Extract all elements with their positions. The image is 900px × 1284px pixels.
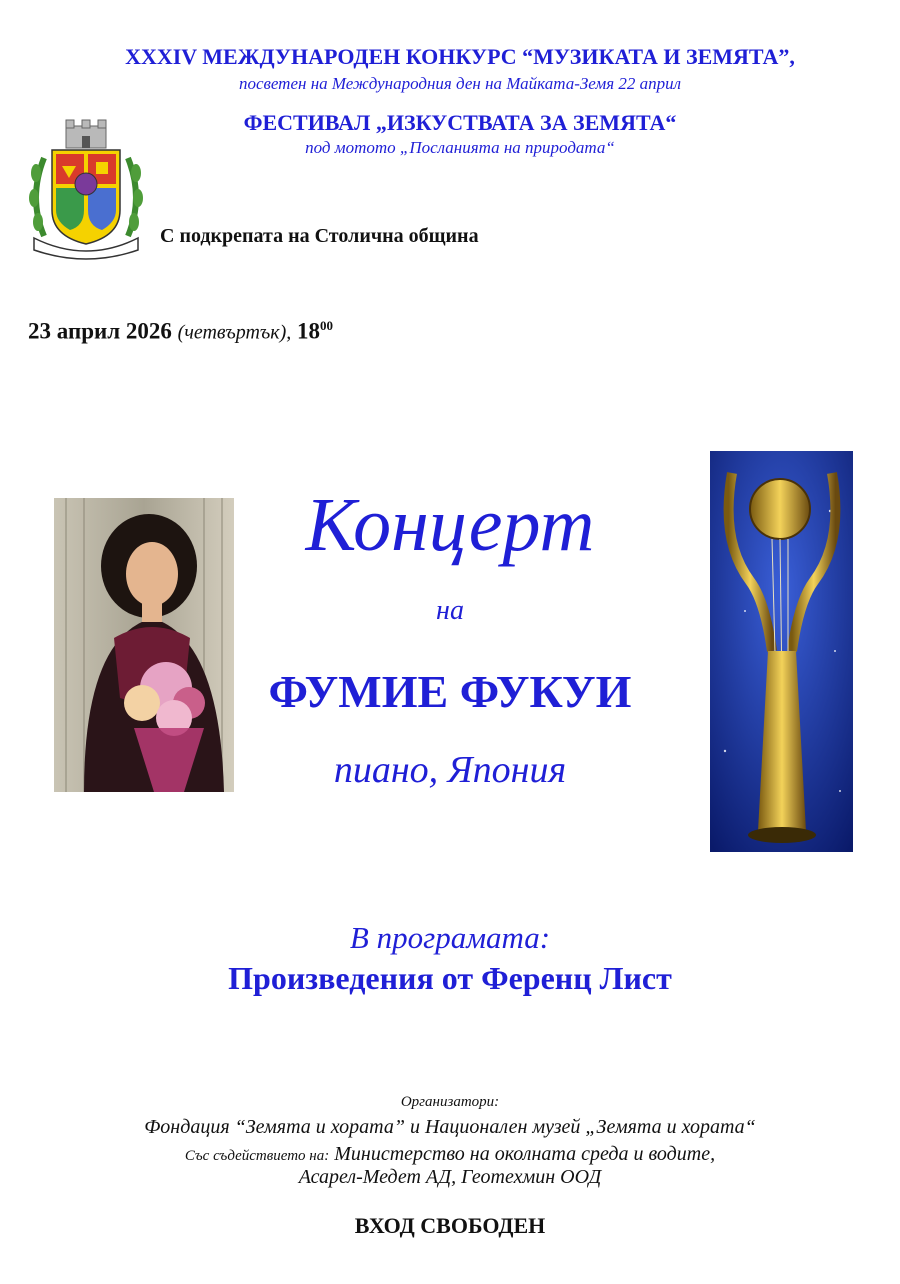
concert-title: Концерт bbox=[305, 483, 595, 567]
performer-name: ФУМИЕ ФУКУИ bbox=[268, 666, 632, 717]
event-minutes: 00 bbox=[320, 318, 334, 333]
program-label: В програмата: bbox=[349, 920, 551, 955]
event-weekday: (четвъртък), bbox=[177, 321, 292, 344]
performer-instrument: пиано, Япония bbox=[333, 749, 567, 791]
sponsors: Асарел-Медет АД, Геотехмин ООД bbox=[298, 1166, 602, 1188]
contest-subtitle: посветен на Международния ден на Майката-Земя 22 април bbox=[238, 74, 682, 93]
event-date-text: 23 април 2026 bbox=[28, 318, 172, 344]
support-line: С подкрепата на Столична община bbox=[160, 225, 479, 247]
event-hour: 18 bbox=[297, 318, 321, 344]
sofia-coat-of-arms-logo bbox=[26, 118, 146, 260]
organizers-label: Организатори: bbox=[400, 1094, 500, 1110]
support-info bbox=[0, 1143, 900, 1166]
contest-title: XXXIV МЕЖДУНАРОДЕН КОНКУРС “МУЗИКАТА И ЗЕМЯТА”, bbox=[125, 44, 795, 69]
organizers-names: Фондация “Земята и хората” и Национален музей „Земята и хората“ bbox=[144, 1116, 756, 1138]
program-title: Произведения от Ференц Лист bbox=[228, 960, 672, 996]
free-entry: ВХОД СВОБОДЕН bbox=[354, 1213, 546, 1238]
support-label: Със съдействието на: bbox=[184, 1148, 330, 1164]
concert-preposition: на bbox=[436, 595, 464, 626]
festival-motto: под мотото „Посланията на природата“ bbox=[305, 138, 615, 157]
festival-title: ФЕСТИВАЛ „ИЗКУСТВАТА ЗА ЗЕМЯТА“ bbox=[243, 110, 677, 135]
event-date bbox=[28, 318, 333, 345]
support-ministry: Министерство на околната среда и водите, bbox=[334, 1143, 716, 1165]
